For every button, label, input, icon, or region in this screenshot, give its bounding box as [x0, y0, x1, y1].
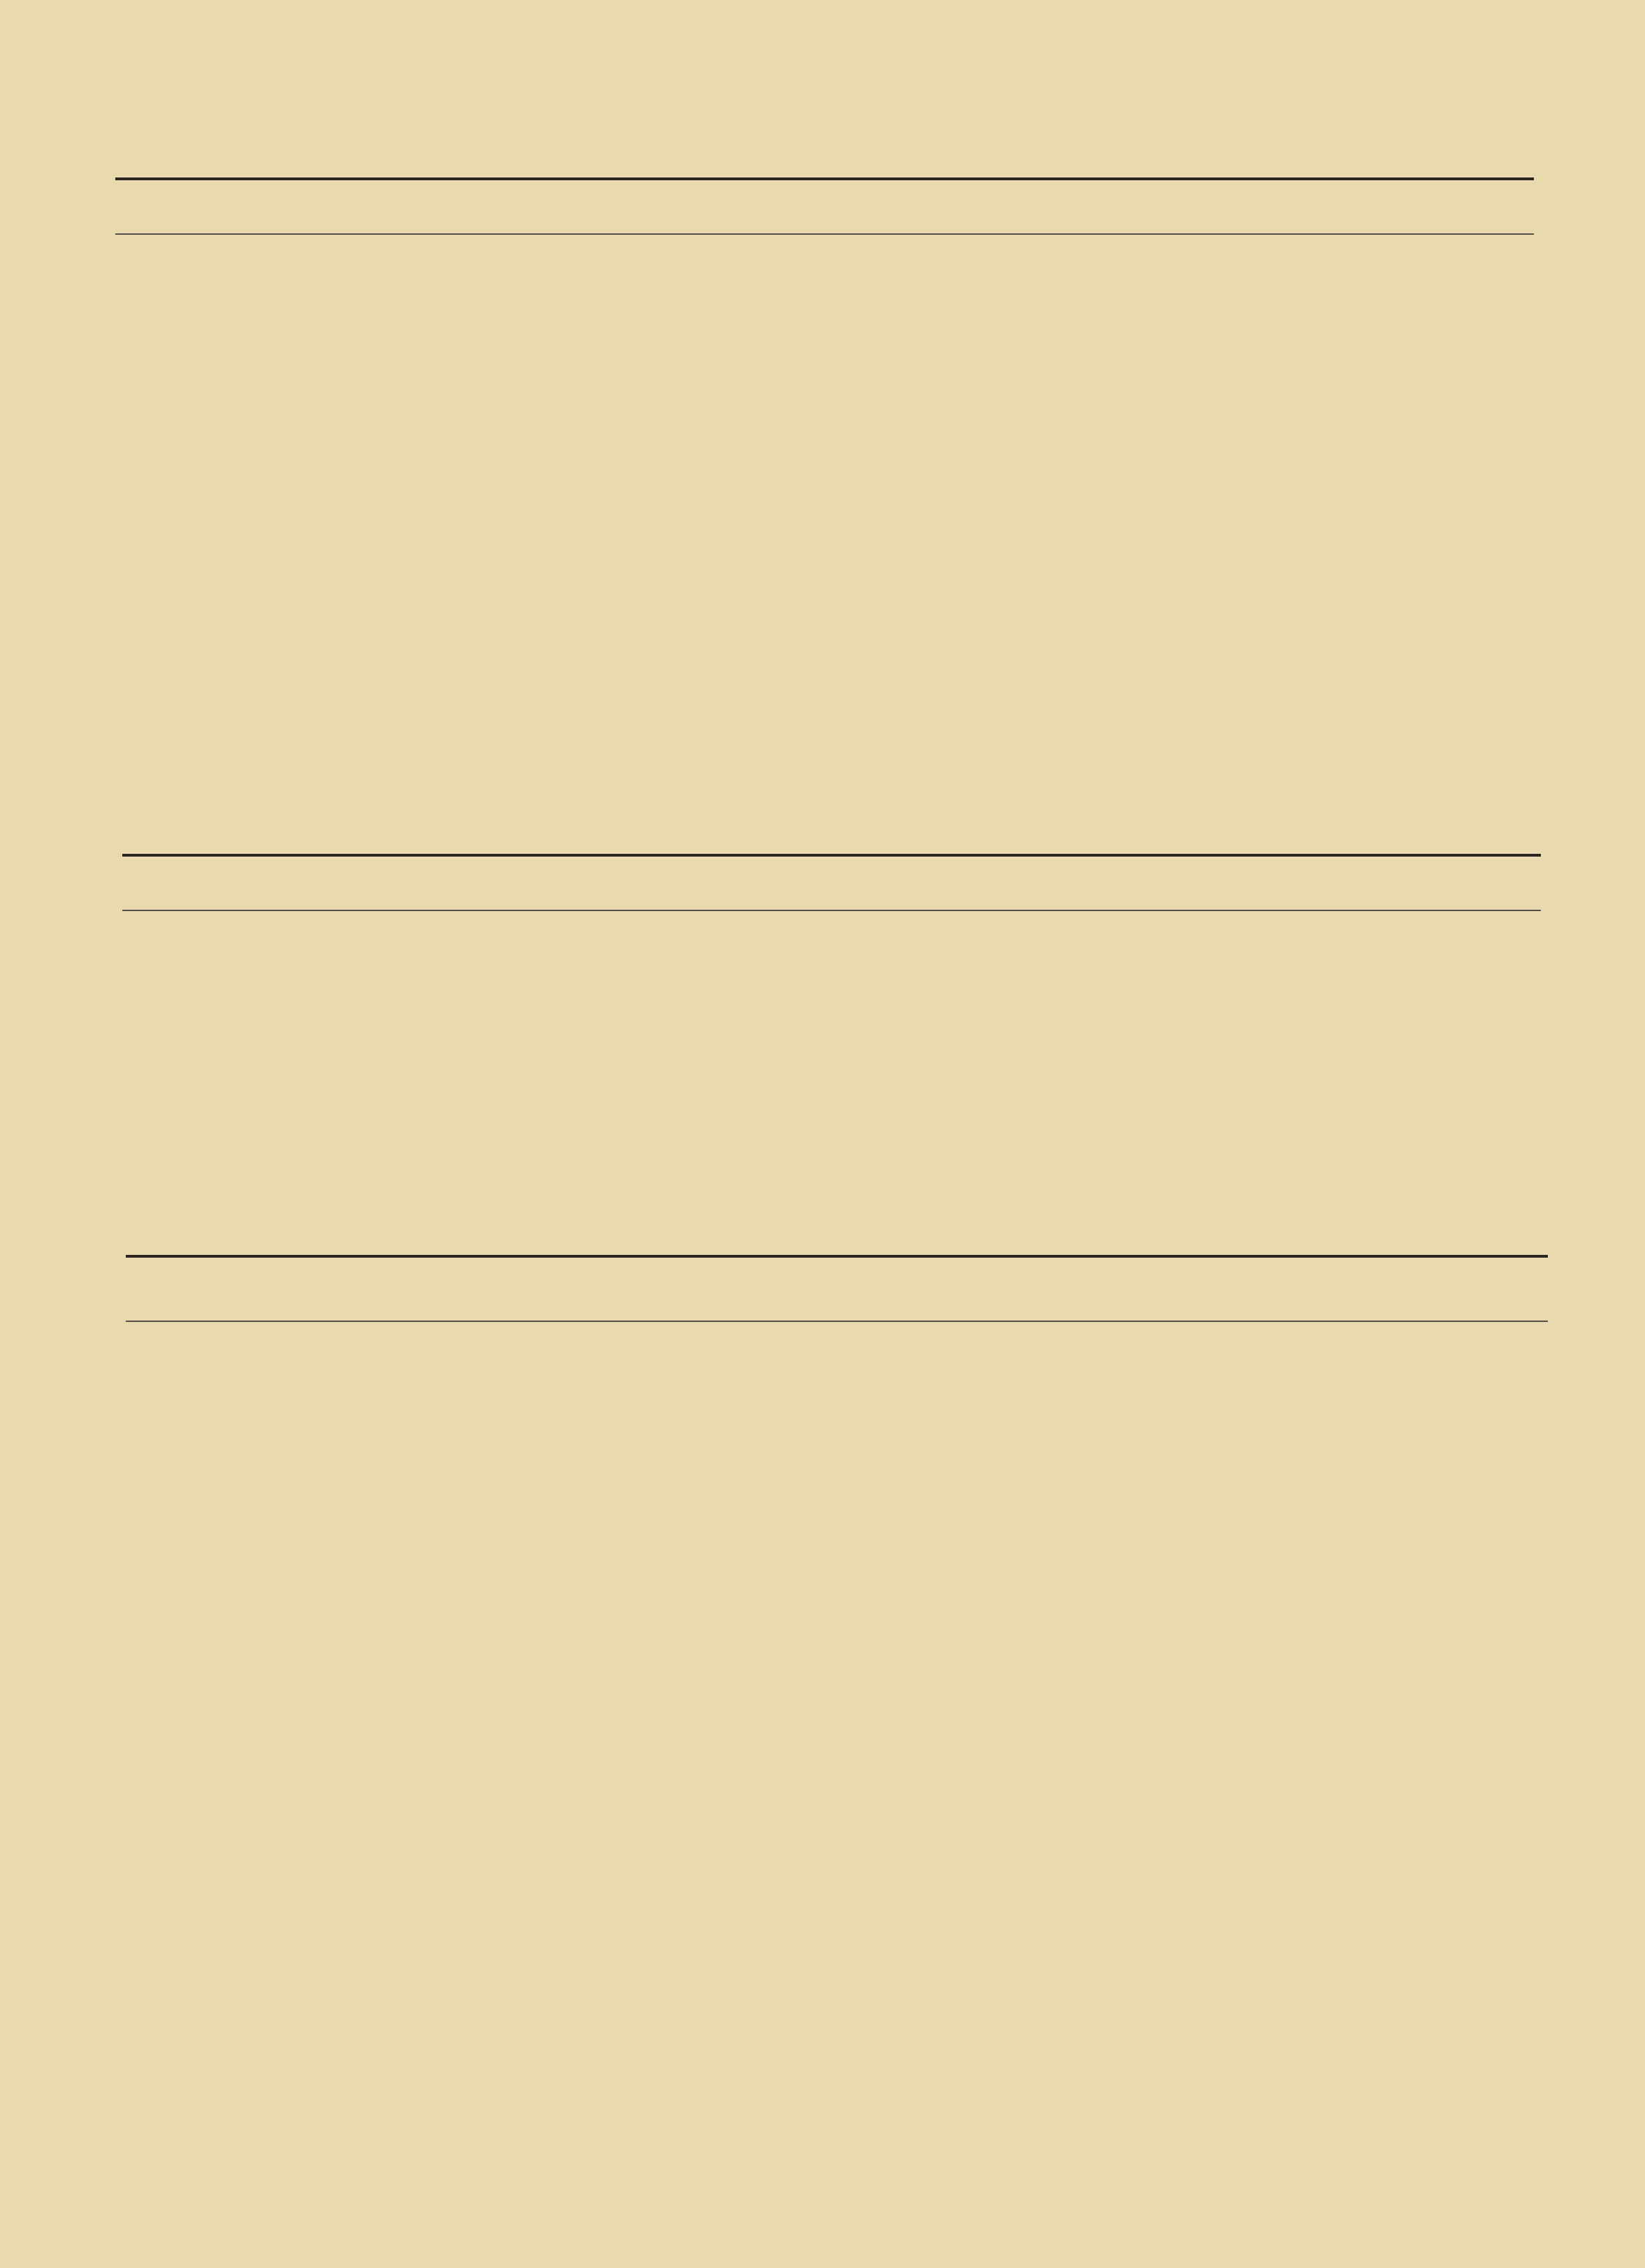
table-49-header-rule — [126, 1321, 1548, 1322]
table-47-top-rule — [115, 177, 1534, 180]
table-47-header-rule — [115, 233, 1534, 235]
temperature-figure — [0, 1467, 1645, 2124]
table-48-top-rule — [122, 854, 1541, 857]
table-48-header-rule — [122, 910, 1541, 911]
table-49-top-rule — [126, 1255, 1548, 1258]
